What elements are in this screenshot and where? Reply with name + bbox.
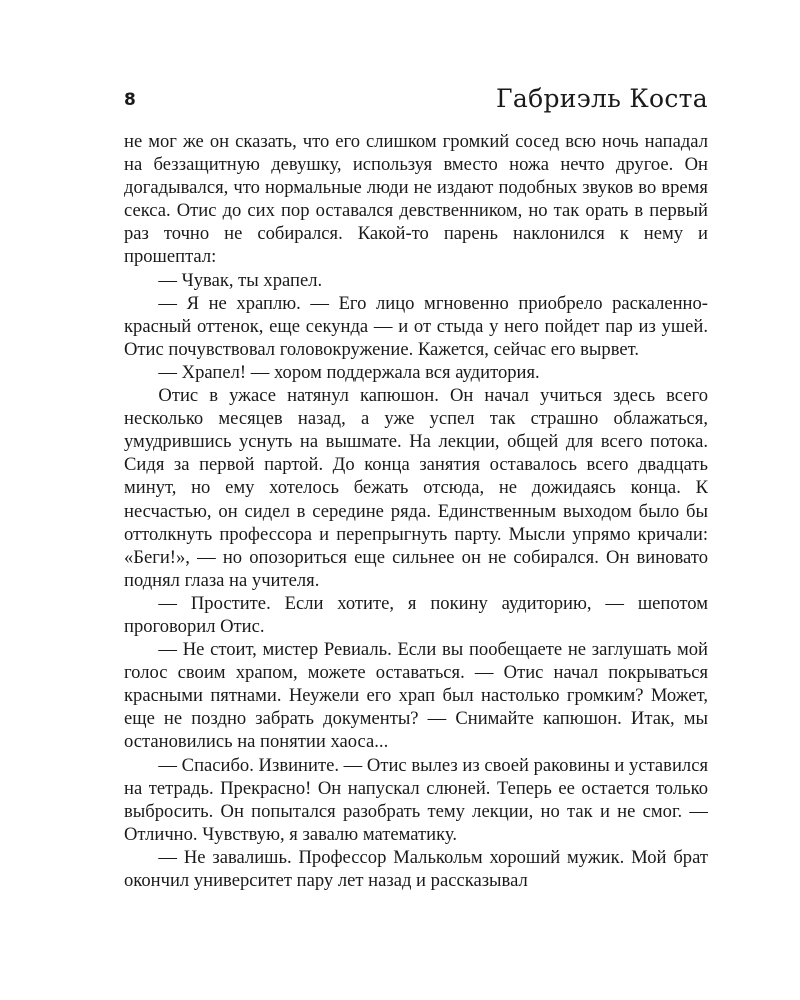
- paragraph: не мог же он сказать, что его слишком громкий сосед всю ночь нападал на беззащитную девушку, используя вместо ножа нечто другое. Он догадывался, что нормальные люди не издают подобных звуков во время секса. Отис до сих пор оставался девственником, но так орать в первый раз точно не собирался. Какой-то парень наклонился к нему и прошептал:: [124, 131, 708, 268]
- paragraph: — Храпел! — хором поддержала вся аудитория.: [158, 361, 540, 383]
- body-text: [124, 130, 708, 892]
- paragraph: — Чувак, ты храпел.: [158, 269, 323, 291]
- paragraph: — Спасибо. Извините. — Отис вылез из своей раковины и уставился на тетрадь. Прекрасно! Он напускал слюней. Теперь ее остается только выбросить. Он попытался разобрать тему лекции, но так и не смог. — Отлично. Чувствую, я завалю математику.: [124, 754, 708, 845]
- paragraph: — Простите. Если хотите, я покину аудиторию, — шепотом проговорил Отис.: [124, 592, 708, 637]
- paragraph: Отис в ужасе натянул капюшон. Он начал учиться здесь всего несколько месяцев назад, а уже успел так страшно облажаться, умудрившись уснуть на вышмате. На лекции, общей для всего потока. Сидя за первой партой. До конца занятия оставалось всего двадцать минут, но ему хотелось бежать отсюда, не дожидаясь конца. К несчастью, он сидел в середине ряда. Единственным выходом было бы оттолкнуть профессора и перепрыгнуть парту. Мысли упрямо кричали: «Беги!», — но опозориться еще сильнее он не собирался. Он виновато поднял глаза на учителя.: [124, 385, 708, 591]
- paragraph: — Не завалишь. Профессор Малькольм хороший мужик. Мой брат окончил университет пару лет назад и рассказывал: [124, 846, 708, 891]
- page-number: 8: [124, 90, 136, 110]
- paragraph: — Не стоит, мистер Ревиаль. Если вы пообещаете не заглушать мой голос своим храпом, можете оставаться. — Отис начал покрываться красными пятнами. Неужели его храп был настолько громким? Может, еще не поздно забрать документы? — Снимайте капюшон. Итак, мы остановились на понятии хаоса...: [124, 639, 708, 753]
- paragraph: — Я не храплю. — Его лицо мгновенно приобрело раскаленно-красный оттенок, еще секунда — и от стыда у него пойдет пар из ушей. Отис почувствовал головокружение. Кажется, сейчас его вырвет.: [124, 292, 708, 360]
- page-header: [124, 84, 708, 116]
- running-title: Габриэль Коста: [496, 84, 708, 113]
